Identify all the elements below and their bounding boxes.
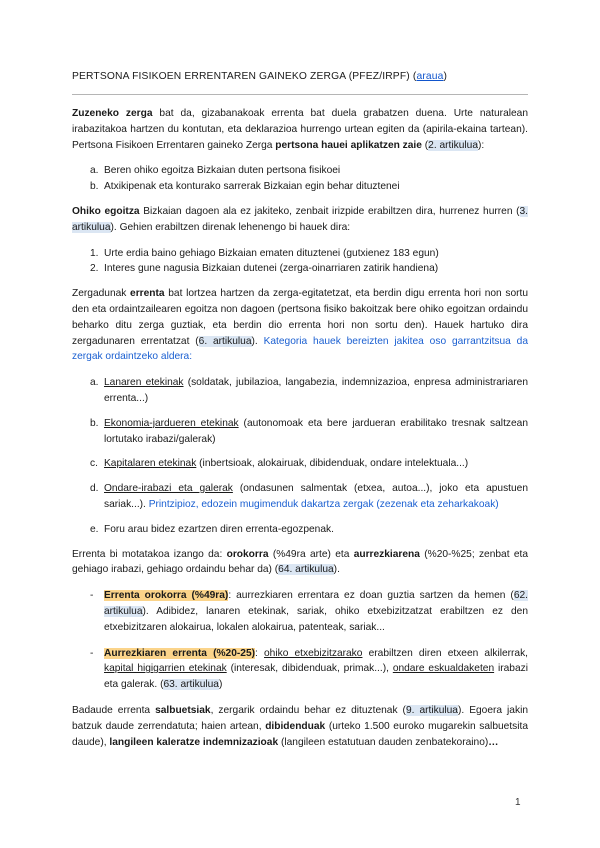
list-marker: a. bbox=[90, 165, 99, 177]
list-marker: 2. bbox=[90, 263, 99, 275]
article-reference[interactable]: 3. artikulua bbox=[72, 205, 528, 233]
list-item-text: (ondasunen salmentak (etxea, autoa...), joko eta apustuen sariak...). bbox=[104, 483, 528, 510]
paragraph-income bbox=[72, 286, 528, 365]
header-divider bbox=[72, 94, 528, 95]
underlined-term: ohiko etxebizitzarako bbox=[264, 647, 363, 659]
text: ) bbox=[218, 679, 223, 691]
category-name: Lanaren etekinak bbox=[104, 377, 184, 389]
list-item bbox=[72, 456, 528, 472]
text: (interesak, dibidenduak, primak...), bbox=[226, 663, 393, 675]
bold-term: orokorra bbox=[226, 548, 269, 560]
blue-note: Printzipioz, edozein mugimenduk dakartza zergak (zezenak eta zeharkakoak) bbox=[148, 498, 499, 510]
list-item-text: Foru arau bidez ezartzen diren errenta-egozpenak. bbox=[104, 523, 334, 535]
list-marker: c. bbox=[90, 458, 98, 470]
bold-term: errenta bbox=[130, 288, 165, 300]
paragraph-exempt bbox=[72, 703, 528, 750]
article-reference[interactable]: 9. artikulua bbox=[405, 704, 458, 716]
list-income-types bbox=[72, 588, 528, 693]
text: Zergadunak bbox=[72, 288, 131, 300]
document-header bbox=[72, 71, 528, 82]
category-name: Kapitalaren etekinak bbox=[104, 458, 197, 470]
bold-term: salbuetsiak bbox=[155, 704, 211, 716]
text: bat lortzea hartzen da zerga-egitatetzat, eta berdin digu errenta hori non sortu den eta ordaintzailearen egoitza non dagoen (pertsona fisiko bakoitzak bere ohiko egoitzan ordaindu beharko ditu zerga guztiak, eta berdin dio errenta hori non sortu den). Hauek hartuko dira zergadunaren errentatzat ( bbox=[72, 288, 529, 347]
text: ): bbox=[478, 139, 485, 151]
text: erabiltzen diren etxeen alkilerrak, bbox=[362, 647, 529, 659]
list-item-text: Atxikipenak eta konturako sarrerak Bizkaian egin behar dituztenei bbox=[104, 181, 400, 193]
list-item-text: Urte erdia baino gehiago Bizkaian ematen dituztenei (gutxienez 183 egun) bbox=[104, 247, 439, 259]
paragraph-residence bbox=[72, 204, 528, 236]
text: Badaude errenta bbox=[72, 704, 156, 716]
highlighted-label: Errenta orokorra (%49ra) bbox=[104, 590, 229, 602]
text: bat da, gizabanakoak errenta bat duela grabatzen duena. Urte naturalean irabazitakoa hartzen du kontutan, eta deklarazioa hurrengo urtean egiten da (apirila-ekaina tartean). Pertsona Fisikoen Errentaren gaineko Zerga bbox=[72, 108, 528, 151]
list-marker: - bbox=[90, 590, 94, 602]
list-item-text: (soldatak, jubilazioa, langabezia, indemnizazioa, enpresa administrariaren errenta...) bbox=[104, 377, 528, 404]
list-marker: a. bbox=[90, 377, 99, 389]
text: ). bbox=[251, 335, 264, 347]
list-item bbox=[72, 522, 528, 538]
text: ). Egoera jakin batzuk daude zerrendatuta; haien artean, bbox=[72, 704, 528, 732]
document-body bbox=[72, 106, 528, 760]
text: Bizkaian dagoen ala ez jakiteko, zenbait irizpide erabiltzen dira, hurrenez hurren ( bbox=[139, 205, 520, 217]
text: , zergarik ordaindu behar ez dituztenak ( bbox=[210, 704, 406, 716]
bold-term: langileen kaleratze indemnizazioak bbox=[109, 736, 279, 748]
text: ). bbox=[333, 564, 340, 576]
list-item bbox=[72, 246, 528, 262]
text: : aurrezkiaren errentara ez doan guztia sartzen da hemen ( bbox=[228, 590, 514, 602]
header-close-paren: ) bbox=[443, 71, 448, 82]
text: ). Gehien erabiltzen direnak lehenengo bi hauek dira: bbox=[110, 221, 351, 233]
bold-term: dibidenduak bbox=[265, 720, 326, 732]
list-marker: b. bbox=[90, 181, 99, 193]
article-reference[interactable]: 6. artikulua bbox=[198, 335, 252, 347]
list-item bbox=[72, 375, 528, 407]
araua-link[interactable]: araua bbox=[416, 71, 444, 82]
list-item-text: (inbertsioak, alokairuak, dibidenduak, ondare intelektuala...) bbox=[196, 458, 469, 470]
text: (%20-%25; zenbat eta gehiago irabazi, gehiago ordaindu behar da) ( bbox=[72, 548, 529, 576]
text: Errenta bi motatakoa izango da: bbox=[72, 548, 227, 560]
bold-term: Ohiko egoitza bbox=[72, 205, 140, 217]
list-income-categories bbox=[72, 375, 528, 537]
blue-note: Kategoria hauek bereizten jakitea oso garrantzitsua da zergak ordaintzeko aldera: bbox=[72, 335, 529, 363]
category-name: Ekonomia-jardueren etekinak bbox=[104, 417, 239, 429]
article-reference[interactable]: 63. artikulua bbox=[163, 679, 219, 691]
ellipsis: … bbox=[488, 736, 499, 748]
bold-term: Zuzeneko zerga bbox=[72, 108, 153, 119]
list-item bbox=[72, 416, 528, 448]
article-reference[interactable]: 2. artikulua bbox=[428, 139, 479, 151]
list-criteria bbox=[72, 246, 528, 278]
page-number: 1 bbox=[515, 797, 521, 808]
category-name: Ondare-irabazi eta galerak bbox=[104, 483, 233, 495]
text: ). Adibidez, lanaren etekinak, sariak, ohiko etxebizitzatzat erabiltzen ez den etxebizitzaren alokairua, lokalen alokairua, patenteak, sariak... bbox=[104, 605, 528, 633]
list-marker: - bbox=[90, 647, 94, 659]
text: irabazi eta galerak. ( bbox=[104, 663, 528, 691]
list-taxpayers bbox=[72, 163, 528, 195]
list-item bbox=[72, 261, 528, 277]
list-item bbox=[72, 481, 528, 513]
underlined-term: kapital higigarrien etekinak bbox=[104, 663, 227, 675]
text: (langileen estatutuan dauden zenbatekoraino) bbox=[278, 736, 489, 748]
list-marker: 1. bbox=[90, 247, 99, 259]
article-reference[interactable]: 64. artikulua bbox=[278, 564, 334, 576]
paragraph-intro bbox=[72, 106, 528, 153]
list-item-text: Interes gune nagusia Bizkaian dutenei (zerga-oinarriaren zatirik handiena) bbox=[104, 263, 439, 275]
bold-term: pertsona hauei aplikatzen zaie bbox=[275, 139, 422, 151]
list-item-text: (autonomoak eta bere jardueran erabilitako tresnak saltzean lortutako irabazi/galerak) bbox=[104, 417, 528, 445]
list-item-text: Beren ohiko egoitza Bizkaian duten pertsona fisikoei bbox=[104, 165, 341, 177]
text: (%49ra arte) eta bbox=[268, 548, 354, 560]
bold-term: aurrezkiarena bbox=[353, 548, 420, 560]
text: ( bbox=[421, 139, 429, 151]
text: : bbox=[255, 647, 264, 659]
highlighted-label: Aurrezkiaren errenta (%20-25) bbox=[104, 647, 256, 659]
list-item bbox=[72, 179, 528, 195]
list-marker: d. bbox=[90, 483, 99, 495]
underlined-term: ondare eskualdaketen bbox=[392, 663, 495, 675]
list-marker: e. bbox=[90, 523, 99, 535]
paragraph-income-types bbox=[72, 547, 528, 579]
list-item bbox=[72, 646, 528, 693]
list-item bbox=[72, 588, 528, 635]
header-title: PERTSONA FISIKOEN ERRENTAREN GAINEKO ZERGA (PFEZ/IRPF) ( bbox=[72, 71, 417, 82]
list-item bbox=[72, 163, 528, 179]
text: (urteko 1.500 euroko mugarekin salbuetsita daude), bbox=[72, 720, 528, 748]
article-reference[interactable]: 62. artikulua bbox=[104, 590, 528, 617]
list-marker: b. bbox=[90, 417, 99, 429]
